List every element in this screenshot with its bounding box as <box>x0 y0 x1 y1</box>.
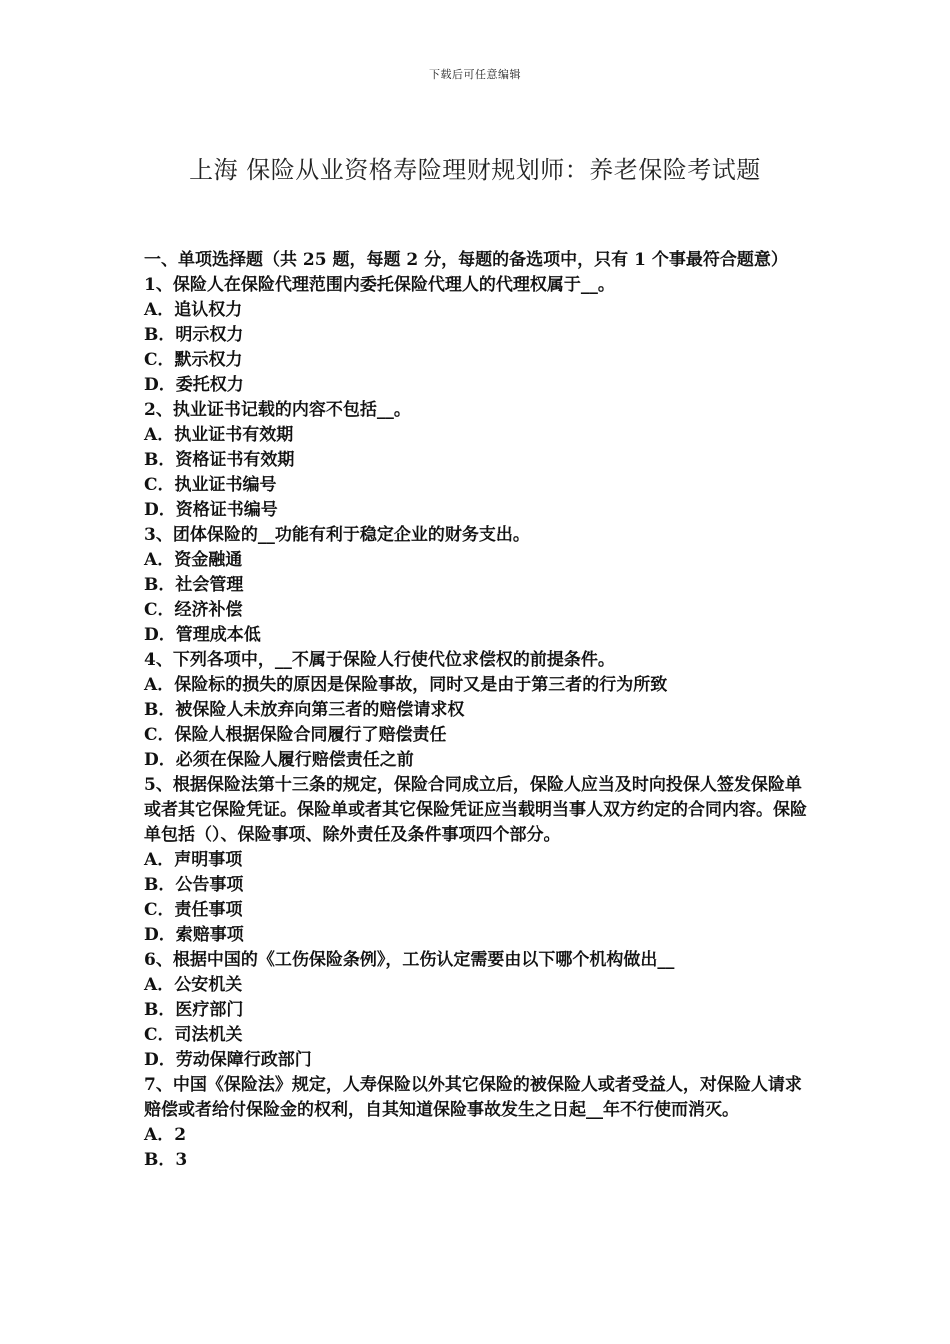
answer-option <box>144 298 810 323</box>
document-title: 上海 保险从业资格寿险理财规划师：养老保险考试题 <box>189 156 761 184</box>
option-text: 被保险人未放弃向第三者的赔偿请求权 <box>175 700 465 720</box>
option-text: 医疗部门 <box>175 1000 244 1020</box>
option-letter: C． <box>144 725 175 745</box>
option-letter: D． <box>144 750 176 770</box>
option-text: 资金融通 <box>174 550 243 570</box>
question-5 <box>144 773 810 948</box>
document-body <box>144 248 810 1173</box>
option-letter: A． <box>144 300 175 320</box>
answer-option <box>144 323 810 348</box>
answer-option <box>144 348 810 373</box>
option-letter: B． <box>144 1150 176 1170</box>
answer-option <box>144 673 810 698</box>
question-1 <box>144 273 810 398</box>
option-letter: C． <box>144 350 175 370</box>
option-letter: B． <box>144 700 176 720</box>
question-stem: 6、根据中国的《工伤保险条例》，工伤认定需要由以下哪个机构做出__ <box>144 950 675 970</box>
option-text: 索赔事项 <box>175 925 244 945</box>
option-text: 保险人根据保险合同履行了赔偿责任 <box>174 725 447 745</box>
option-text: 明示权力 <box>175 325 244 345</box>
page-header-note: 下载后可任意编辑 <box>429 68 521 81</box>
option-text: 资格证书有效期 <box>175 450 295 470</box>
question-3 <box>144 523 810 648</box>
option-letter: C． <box>144 600 175 620</box>
answer-option <box>144 873 810 898</box>
answer-option <box>144 973 810 998</box>
answer-option <box>144 748 810 773</box>
answer-option <box>144 473 810 498</box>
question-stem: 2、执业证书记载的内容不包括__。 <box>144 400 411 420</box>
option-letter: B． <box>144 325 176 345</box>
answer-option <box>144 573 810 598</box>
option-text: 执业证书编号 <box>174 475 277 495</box>
question-stem: 7、中国《保险法》规定，人寿保险以外其它保险的被保险人或者受益人，对保险人请求赔偿或者给付保险金的权利，自其知道保险事故发生之日起__年不行使而消灭。 <box>144 1075 802 1120</box>
option-letter: B． <box>144 875 176 895</box>
question-stem: 1、保险人在保险代理范围内委托保险代理人的代理权属于__。 <box>144 275 615 295</box>
answer-option <box>144 373 810 398</box>
option-letter: D． <box>144 375 176 395</box>
option-letter: C． <box>144 475 175 495</box>
option-letter: B． <box>144 575 176 595</box>
option-text: 资格证书编号 <box>175 500 278 520</box>
option-text: 保险标的损失的原因是保险事故，同时又是由于第三者的行为所致 <box>174 675 668 695</box>
question-stem: 4、下列各项中，__不属于保险人行使代位求偿权的前提条件。 <box>144 650 615 670</box>
question-2 <box>144 398 810 523</box>
question-stem: 3、团体保险的__功能有利于稳定企业的财务支出。 <box>144 525 530 545</box>
answer-option <box>144 698 810 723</box>
option-text: 默示权力 <box>174 350 243 370</box>
option-text: 责任事项 <box>174 900 243 920</box>
option-letter: C． <box>144 900 175 920</box>
answer-option <box>144 548 810 573</box>
option-text: 2 <box>174 1125 187 1145</box>
answer-option <box>144 723 810 748</box>
answer-option <box>144 1123 810 1148</box>
answer-option <box>144 498 810 523</box>
answer-option <box>144 423 810 448</box>
option-text: 公安机关 <box>174 975 243 995</box>
option-letter: A． <box>144 425 175 445</box>
option-letter: A． <box>144 850 175 870</box>
option-letter: D． <box>144 1050 176 1070</box>
option-text: 社会管理 <box>175 575 244 595</box>
option-text: 经济补偿 <box>174 600 243 620</box>
option-letter: B． <box>144 1000 176 1020</box>
option-text: 必须在保险人履行赔偿责任之前 <box>175 750 414 770</box>
option-letter: B． <box>144 450 176 470</box>
answer-option <box>144 898 810 923</box>
option-text: 劳动保障行政部门 <box>175 1050 312 1070</box>
option-text: 司法机关 <box>174 1025 243 1045</box>
answer-option <box>144 598 810 623</box>
answer-option <box>144 1148 810 1173</box>
question-6 <box>144 948 810 1073</box>
option-text: 执业证书有效期 <box>174 425 294 445</box>
answer-option <box>144 448 810 473</box>
option-letter: C． <box>144 1025 175 1045</box>
answer-option <box>144 1023 810 1048</box>
option-letter: A． <box>144 550 175 570</box>
option-letter: D． <box>144 925 176 945</box>
question-7 <box>144 1073 810 1173</box>
option-text: 声明事项 <box>174 850 243 870</box>
question-stem: 5、根据保险法第十三条的规定，保险合同成立后，保险人应当及时向投保人签发保险单或者其它保险凭证。保险单或者其它保险凭证应当载明当事人双方约定的合同内容。保险单包括（）、保险事项、除外责任及条件事项四个部分。 <box>144 775 807 845</box>
answer-option <box>144 848 810 873</box>
answer-option <box>144 1048 810 1073</box>
question-4 <box>144 648 810 773</box>
option-text: 委托权力 <box>175 375 244 395</box>
option-text: 追认权力 <box>174 300 243 320</box>
question-list <box>144 273 810 1173</box>
option-text: 3 <box>175 1150 188 1170</box>
answer-option <box>144 923 810 948</box>
option-letter: D． <box>144 500 176 520</box>
answer-option <box>144 998 810 1023</box>
option-letter: A． <box>144 975 175 995</box>
section-heading: 一、单项选择题（共 25 题，每题 2 分，每题的备选项中，只有 1 个事最符合题意） <box>144 250 788 270</box>
option-text: 公告事项 <box>175 875 244 895</box>
option-letter: D． <box>144 625 176 645</box>
answer-option <box>144 623 810 648</box>
option-letter: A． <box>144 675 175 695</box>
option-text: 管理成本低 <box>175 625 261 645</box>
option-letter: A． <box>144 1125 175 1145</box>
